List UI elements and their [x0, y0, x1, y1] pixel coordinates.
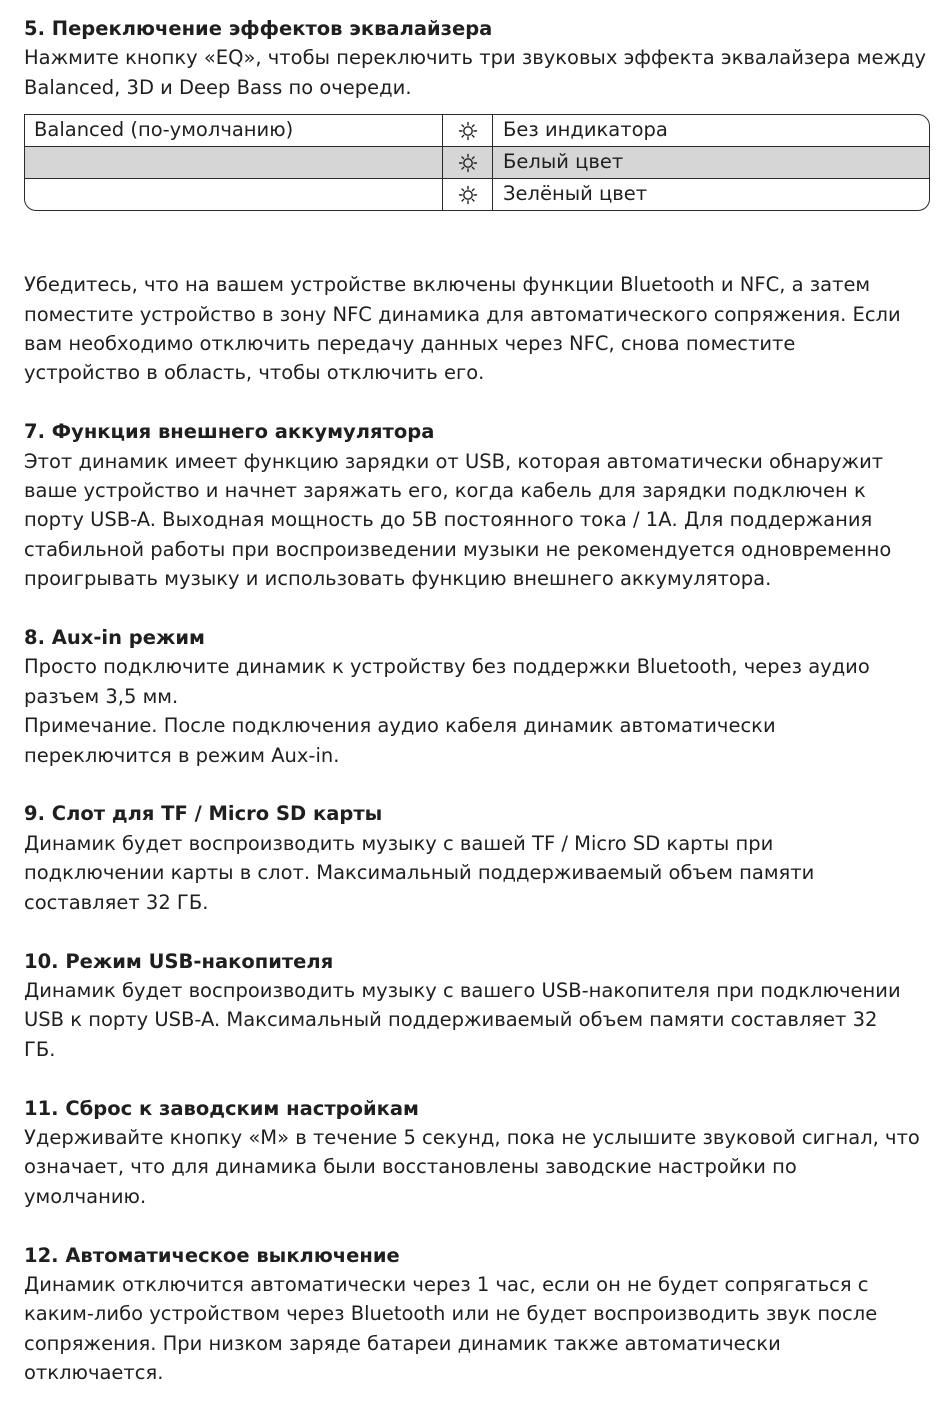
body-line: Убедитесь, что на вашем устройстве включены функции Bluetooth и NFC, а затем — [24, 273, 871, 297]
body-line: переключится в режим Aux-in. — [24, 743, 340, 767]
body-line: отключается. — [24, 1361, 164, 1385]
section-heading: 9. Слот для TF / Micro SD карты — [24, 802, 383, 826]
section-heading: 11. Сброс к заводским настройкам — [24, 1096, 419, 1120]
section-heading: 8. Aux-in режим — [24, 626, 205, 650]
section-sd-card — [24, 799, 934, 917]
led-indicator-icon — [443, 179, 493, 210]
body-line: устройство в область, чтобы отключить его. — [24, 361, 485, 385]
section-aux-in — [24, 623, 934, 770]
eq-mode-cell — [25, 147, 443, 178]
section-factory-reset — [24, 1094, 934, 1212]
body-line: USB к порту USB-A. Максимальный поддерживаемый объем памяти составляет 32 — [24, 1008, 878, 1032]
body-line: Нажмите кнопку «EQ», чтобы переключить три звуковых эффекта эквалайзера между — [24, 46, 927, 70]
eq-mode-cell: Balanced (по-умолчанию) — [25, 115, 443, 146]
indicator-cell: Без индикатора — [503, 118, 668, 142]
table-row — [25, 146, 929, 178]
section-eq-switching — [24, 14, 934, 102]
body-line: стабильной работы при воспроизведении музыки не рекомендуется одновременно — [24, 537, 892, 561]
indicator-cell: Зелёный цвет — [503, 182, 648, 206]
eq-modes-table — [24, 114, 930, 211]
table-row — [25, 178, 929, 210]
body-line: подключении карты в слот. Максимальный поддерживаемый объем памяти — [24, 861, 815, 885]
body-line: Динамик будет воспроизводить музыку с вашего USB-накопителя при подключении — [24, 978, 901, 1002]
body-line: поместите устройство в зону NFC динамика для автоматического сопряжения. Если — [24, 302, 901, 326]
body-line: проигрывать музыку и использовать функцию внешнего аккумулятора. — [24, 567, 772, 591]
eq-mode-cell — [25, 179, 443, 210]
table-row — [25, 115, 929, 146]
body-line: Этот динамик имеет функцию зарядки от USB, которая автоматически обнаружит — [24, 449, 884, 473]
indicator-cell: Белый цвет — [503, 150, 624, 174]
section-heading: 7. Функция внешнего аккумулятора — [24, 420, 435, 444]
body-line: Просто подключите динамик к устройству без поддержки Bluetooth, через аудио — [24, 655, 870, 679]
body-line: разъем 3,5 мм. — [24, 684, 179, 708]
section-heading: 12. Автоматическое выключение — [24, 1243, 400, 1267]
body-line: вам необходимо отключить передачу данных через NFC, снова поместите — [24, 332, 796, 356]
body-line: Удерживайте кнопку «M» в течение 5 секунд, пока не услышите звуковой сигнал, что — [24, 1125, 920, 1149]
section-power-bank — [24, 417, 934, 593]
manual-page — [24, 14, 934, 1388]
body-line: порту USB-A. Выходная мощность до 5В постоянного тока / 1А. Для поддержания — [24, 508, 873, 532]
body-line: Динамик отключится автоматически через 1 час, если он не будет сопрягаться с — [24, 1272, 869, 1296]
body-line: означает, что для динамика были восстановлены заводские настройки по — [24, 1155, 797, 1179]
body-line: составляет 32 ГБ. — [24, 890, 209, 914]
led-indicator-icon — [443, 147, 493, 178]
body-line: ваше устройство и начнет заряжать его, когда кабель для зарядки подключен к — [24, 479, 866, 503]
section-usb-drive — [24, 947, 934, 1065]
body-line: Balanced, 3D и Deep Bass по очереди. — [24, 75, 412, 99]
body-line: Примечание. После подключения аудио кабеля динамик автоматически — [24, 714, 776, 738]
section-heading: 10. Режим USB-накопителя — [24, 949, 334, 973]
body-line: ГБ. — [24, 1037, 56, 1061]
section-nfc — [24, 270, 934, 388]
body-line: Динамик будет воспроизводить музыку с вашей TF / Micro SD карты при — [24, 831, 774, 855]
section-auto-off — [24, 1241, 934, 1388]
body-line: сопряжения. При низком заряде батареи динамик также автоматически — [24, 1331, 781, 1355]
body-line: умолчанию. — [24, 1184, 147, 1208]
section-heading: 5. Переключение эффектов эквалайзера — [24, 17, 493, 40]
led-indicator-icon — [443, 115, 493, 146]
body-line: каким-либо устройством через Bluetooth или не будет воспроизводить звук после — [24, 1302, 878, 1326]
